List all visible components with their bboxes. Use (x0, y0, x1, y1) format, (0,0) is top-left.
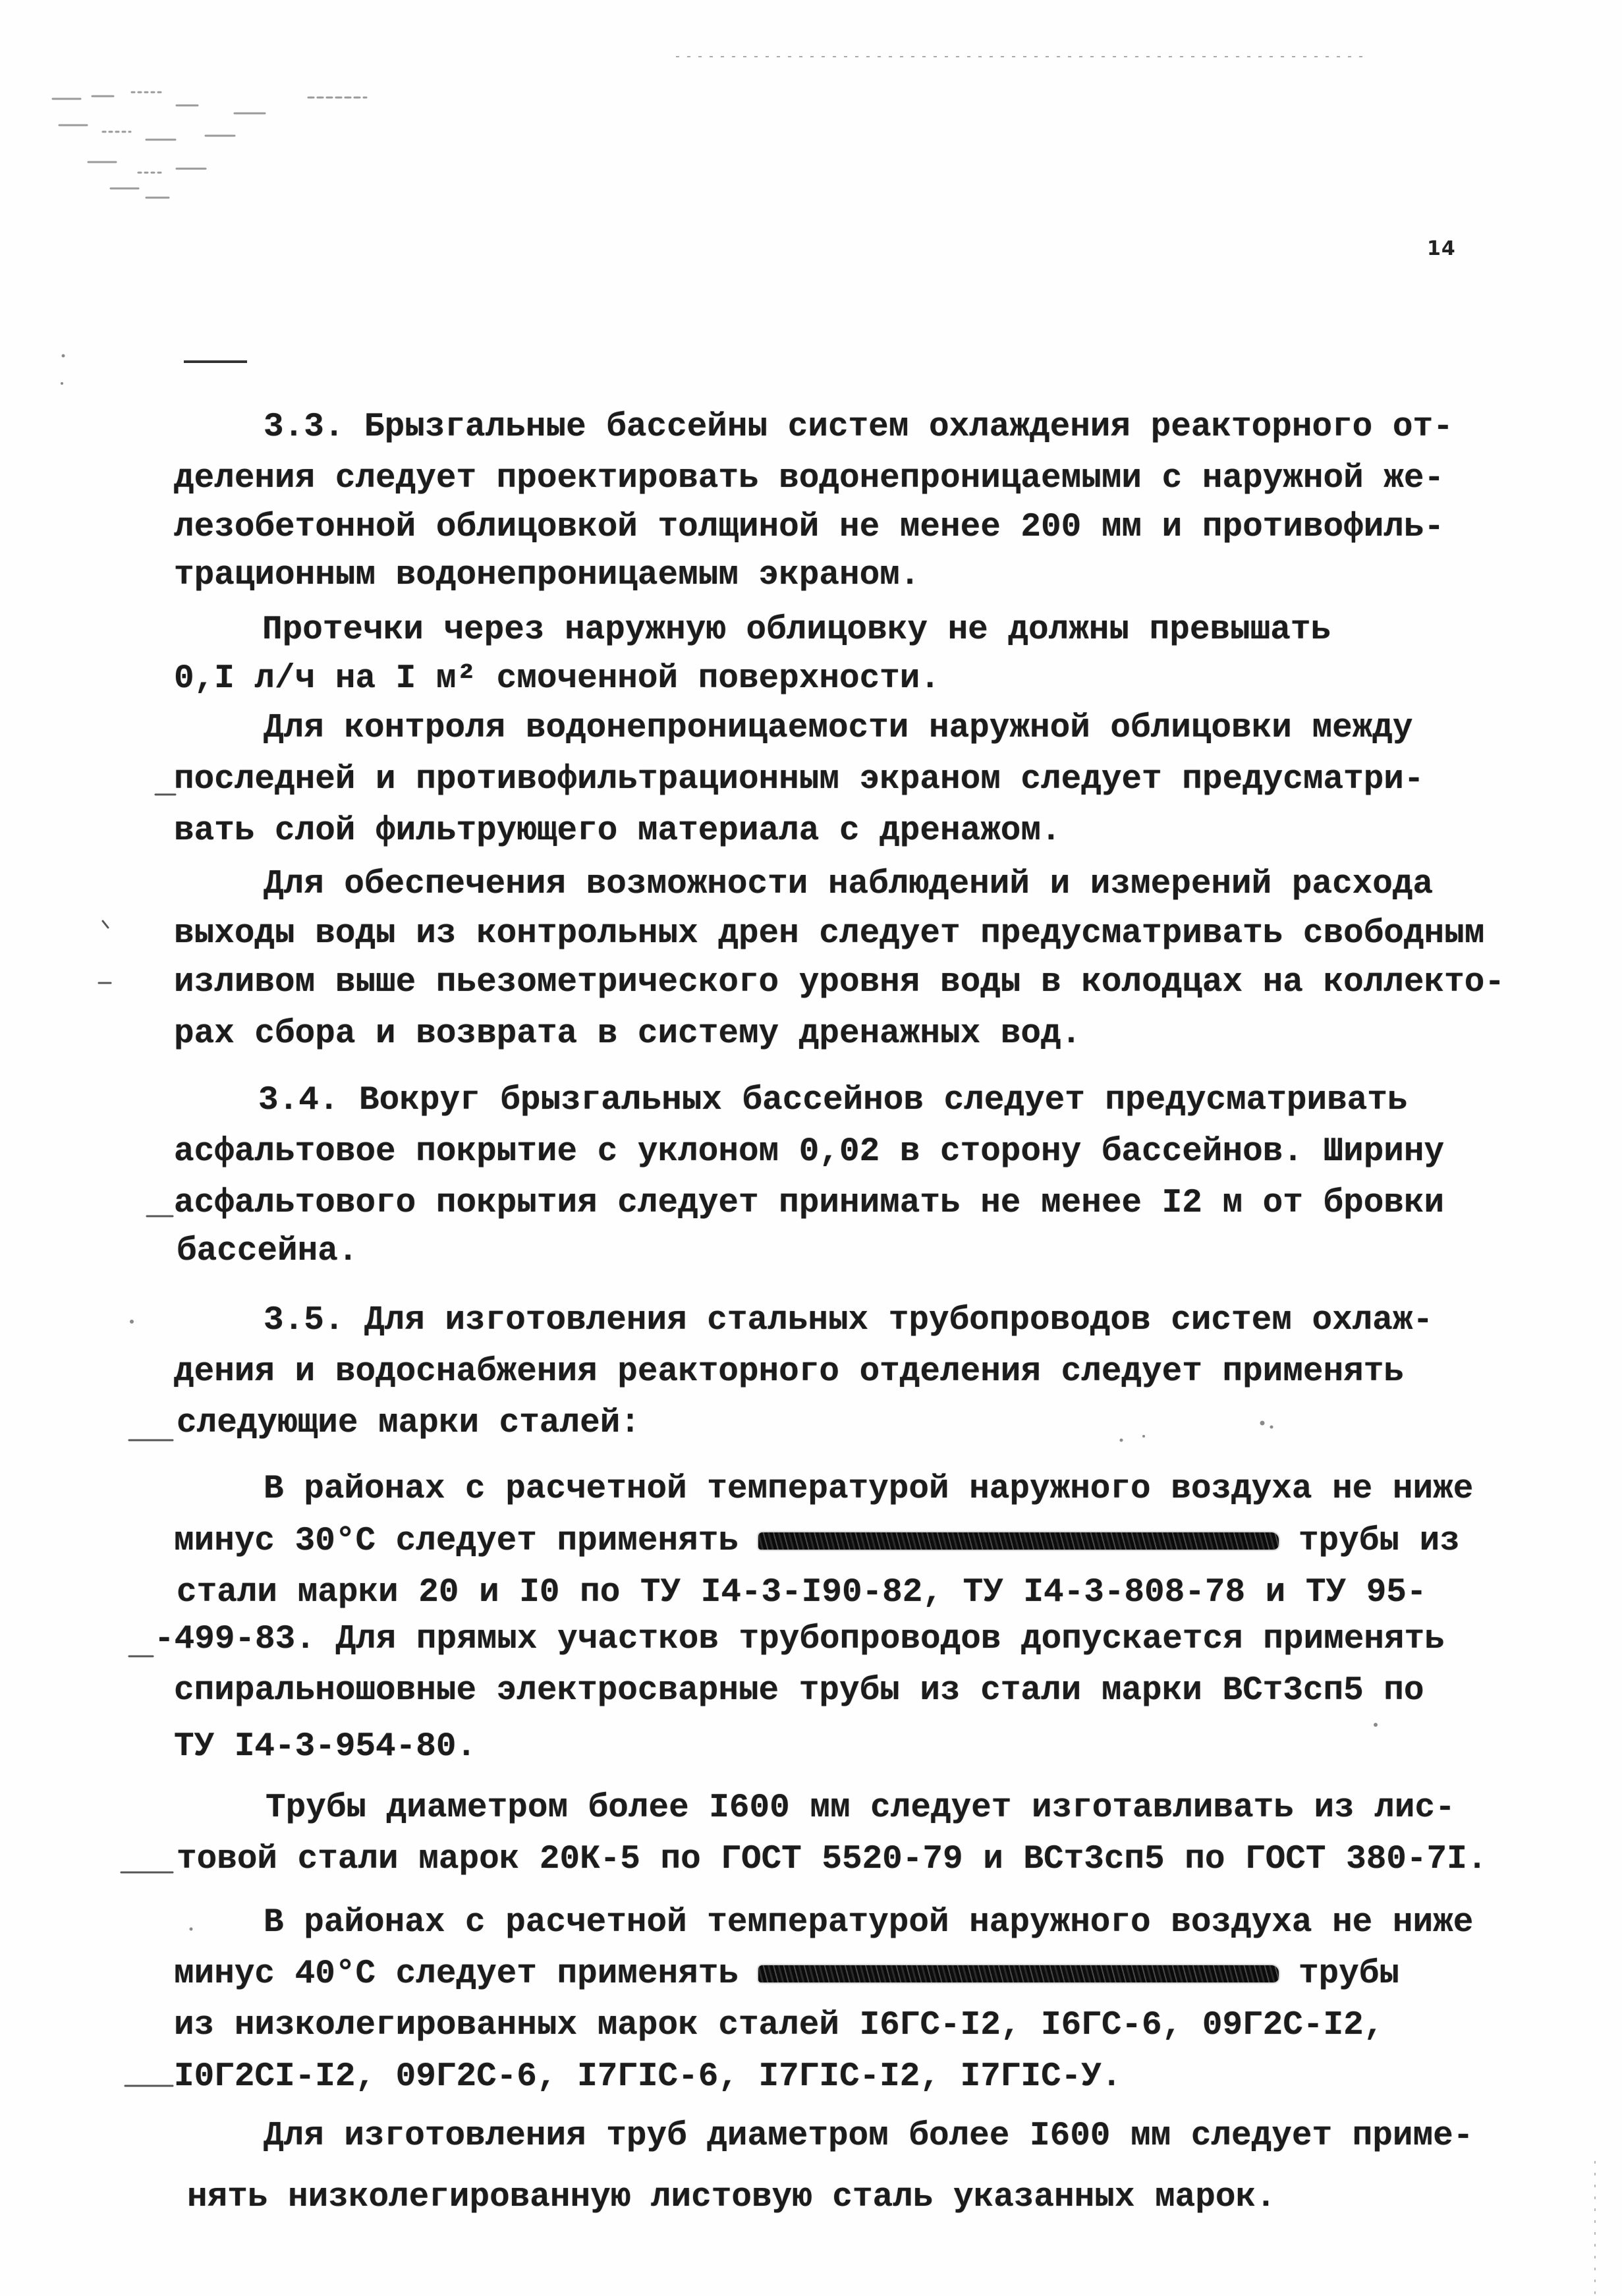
text-line: В районах с расчетной температурой наружного воздуха не ниже (264, 1904, 1474, 1942)
scan-speck (130, 1320, 134, 1324)
text-line: бассейна. (177, 1233, 358, 1270)
text-line: 3.5. Для изготовления стальных трубопроводов систем охлаж- (264, 1302, 1434, 1339)
scan-speck (190, 1928, 193, 1931)
text-line: Трубы диаметром более I600 мм следует изготавливать из лис- (266, 1789, 1455, 1827)
text-segment: минус 30°С следует применять (174, 1523, 739, 1560)
text-line: из низколегированных марок сталей I6ГС-I2, I6ГС-6, 09Г2С-I2, (174, 2007, 1384, 2044)
text-line: деления следует проектировать водонепроницаемыми с наружной же- (174, 460, 1445, 497)
text-line: 3.3. Брызгальные бассейны систем охлаждения реакторного от- (264, 408, 1453, 446)
text-line: выходы воды из контрольных дрен следует предусматривать свободным (174, 915, 1485, 953)
margin-mark (103, 921, 108, 928)
scan-speck (62, 354, 65, 358)
text-line: I0Г2СI-I2, 09Г2С-6, I7ГIС-6, I7ГIС-I2, I7ГIС-У. (174, 2058, 1122, 2096)
text-line: Для обеспечения возможности наблюдений и измерений расхода (264, 866, 1434, 903)
text-line: В районах с расчетной температурой наружного воздуха не ниже (264, 1470, 1474, 1508)
text-line: асфальтового покрытия следует принимать не менее I2 м от бровки (174, 1185, 1445, 1222)
text-line: следующие марки сталей: (177, 1405, 640, 1442)
text-line: Для контроля водонепроницаемости наружной облицовки между (264, 710, 1413, 747)
scan-speck (1374, 1723, 1378, 1727)
scan-speck (1120, 1439, 1123, 1442)
text-line (174, 1522, 1460, 1561)
page-number: 14 (1427, 237, 1456, 260)
text-line: нять низколегированную листовую сталь указанных марок. (187, 2179, 1276, 2216)
text-line: спиральношовные электросварные трубы из стали марки ВСт3сп5 по (174, 1672, 1424, 1710)
text-segment: минус 40°С следует применять (174, 1955, 739, 1993)
text-segment: трубы из (1298, 1523, 1460, 1560)
text-line: ТУ I4-3-954-80. (174, 1728, 477, 1766)
text-line: 3.4. Вокруг брызгальных бассейнов следует предусматривать (258, 1082, 1408, 1119)
text-line: изливом выше пьезометрического уровня воды в колодцах на коллекто- (174, 964, 1505, 1001)
scan-speck (61, 382, 63, 385)
text-line: 0,I л/ч на I м² смоченной поверхности. (174, 660, 940, 698)
text-line: -499-83. Для прямых участков трубопроводов допускается применять (154, 1621, 1445, 1658)
text-line: Для изготовления труб диаметром более I600 мм следует приме- (264, 2117, 1474, 2155)
text-line: лезобетонной облицовкой толщиной не менее 200 мм и противофиль- (174, 509, 1445, 546)
redaction-bar (758, 1965, 1279, 1982)
text-line: товой стали марок 20К-5 по ГОСТ 5520-79 и ВСт3сп5 по ГОСТ 380-7I. (177, 1841, 1488, 1878)
text-line: Протечки через наружную облицовку не должны превышать (262, 611, 1331, 649)
text-line: вать слой фильтрующего материала с дренажом. (174, 812, 1061, 850)
text-segment: трубы (1298, 1955, 1399, 1993)
text-line: рах сбора и возврата в систему дренажных вод. (174, 1015, 1082, 1053)
redaction-bar (758, 1532, 1279, 1550)
text-line: асфальтовое покрытие с уклоном 0,02 в сторону бассейнов. Ширину (174, 1133, 1445, 1171)
scan-speck (1142, 1435, 1145, 1438)
text-line (174, 1955, 1399, 1994)
text-line: трационным водонепроницаемым экраном. (174, 557, 920, 594)
text-line: стали марки 20 и I0 по ТУ I4-3-I90-82, ТУ I4-3-808-78 и ТУ 95- (177, 1574, 1427, 1611)
text-line: дения и водоснабжения реакторного отделения следует применять (174, 1353, 1404, 1391)
scan-speck (1260, 1421, 1265, 1426)
scan-speck (1270, 1426, 1273, 1429)
text-line: последней и противофильтрационным экраном следует предусматри- (174, 761, 1424, 798)
